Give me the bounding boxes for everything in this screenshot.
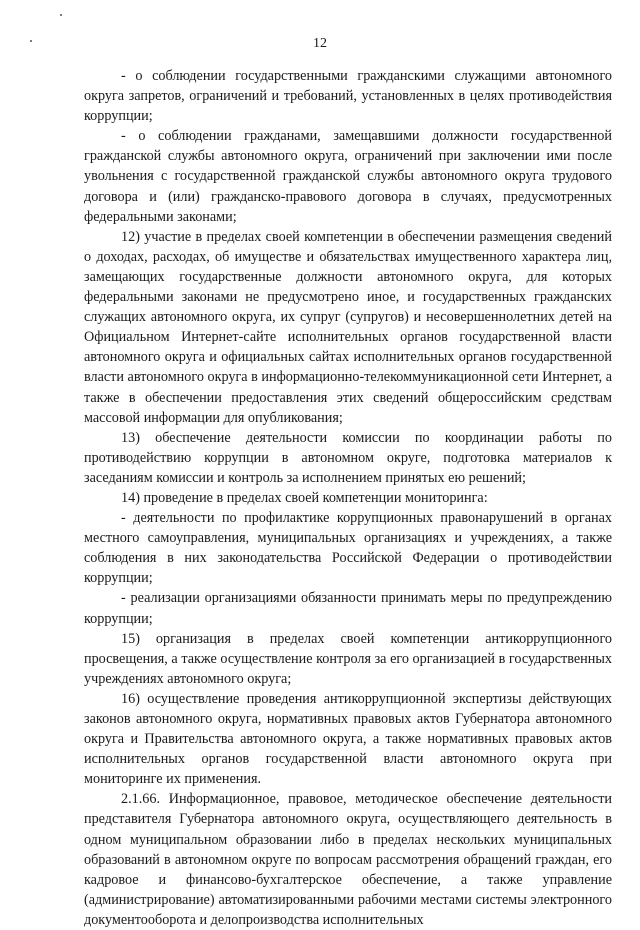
paragraph: - деятельности по профилактике коррупционных правонарушений в органах местного самоуправления, муниципальных организациях и учреждениях, а также соблюдения в них законодательства Российской Федерации о противодействии коррупции; bbox=[84, 510, 612, 587]
paragraph: 2.1.66. Информационное, правовое, методическое обеспечение деятельности представителя Губернатора автономного округа, осуществляющего деятельность в одном муниципальном образовании либо в пределах нескольких муниципальных образований в автономном округе по вопросам рассмотрения обращений граждан, его кадровое и финансово-бухгалтерское обеспечение, а также управление (администрирование) автоматизированными рабочими местами системы электронного документооборота и делопроизводства исполнительных bbox=[84, 791, 612, 928]
paragraph: - о соблюдении гражданами, замещавшими должности государственной гражданской службы автономного округа, ограничений при заключении ими после увольнения с государственной гражданской службы автономного округа трудового договора и (или) гражданско-правового договора в случаях, предусмотренных федеральными законами; bbox=[84, 128, 612, 225]
paragraph: 14) проведение в пределах своей компетенции мониторинга: bbox=[121, 489, 488, 506]
paragraph: 15) организация в пределах своей компетенции антикоррупционного просвещения, а также осуществление контроля за его организацией в государственных учреждениях автономного округа; bbox=[84, 630, 612, 687]
paragraph: - о соблюдении государственными гражданскими служащими автономного округа запретов, ограничений и требований, установленных в целях противодействия коррупции; bbox=[84, 68, 612, 125]
paragraph: - реализации организациями обязанности принимать меры по предупреждению коррупции; bbox=[84, 590, 612, 627]
page-number: 12 bbox=[313, 36, 327, 51]
scan-speck bbox=[60, 14, 62, 16]
paragraph: 13) обеспечение деятельности комиссии по координации работы по противодействию коррупции в автономном округе, подготовка материалов к заседаниям комиссии и контроль за исполнением принятых ею решений; bbox=[84, 429, 612, 486]
paragraph: 16) осуществление проведения антикоррупционной экспертизы действующих законов автономного округа, нормативных правовых актов Губернатора автономного округа и Правительства автономного округа, а также нормативных правовых актов исполнительных органов государственной власти автономного округа при мониторинге их применения. bbox=[84, 690, 612, 788]
document-body bbox=[84, 66, 612, 930]
paragraph: 12) участие в пределах своей компетенции в обеспечении размещения сведений о доходах, расходах, об имуществе и обязательствах имущественного характера лиц, замещающих государственные должности автономного округа, для которых федеральными законами не предусмотрено иное, и государственных гражданских служащих автономного округа, их супруг (супругов) и несовершеннолетних детей на Официальном Интернет-сайте исполнительных органов государственной власти автономного округа и официальных сайтах исполнительных органов государственной власти автономного округа в информационно-телекоммуникационной сети Интернет, а также в обеспечении предоставления этих сведений общероссийским средствам массовой информации для опубликования; bbox=[84, 228, 612, 426]
